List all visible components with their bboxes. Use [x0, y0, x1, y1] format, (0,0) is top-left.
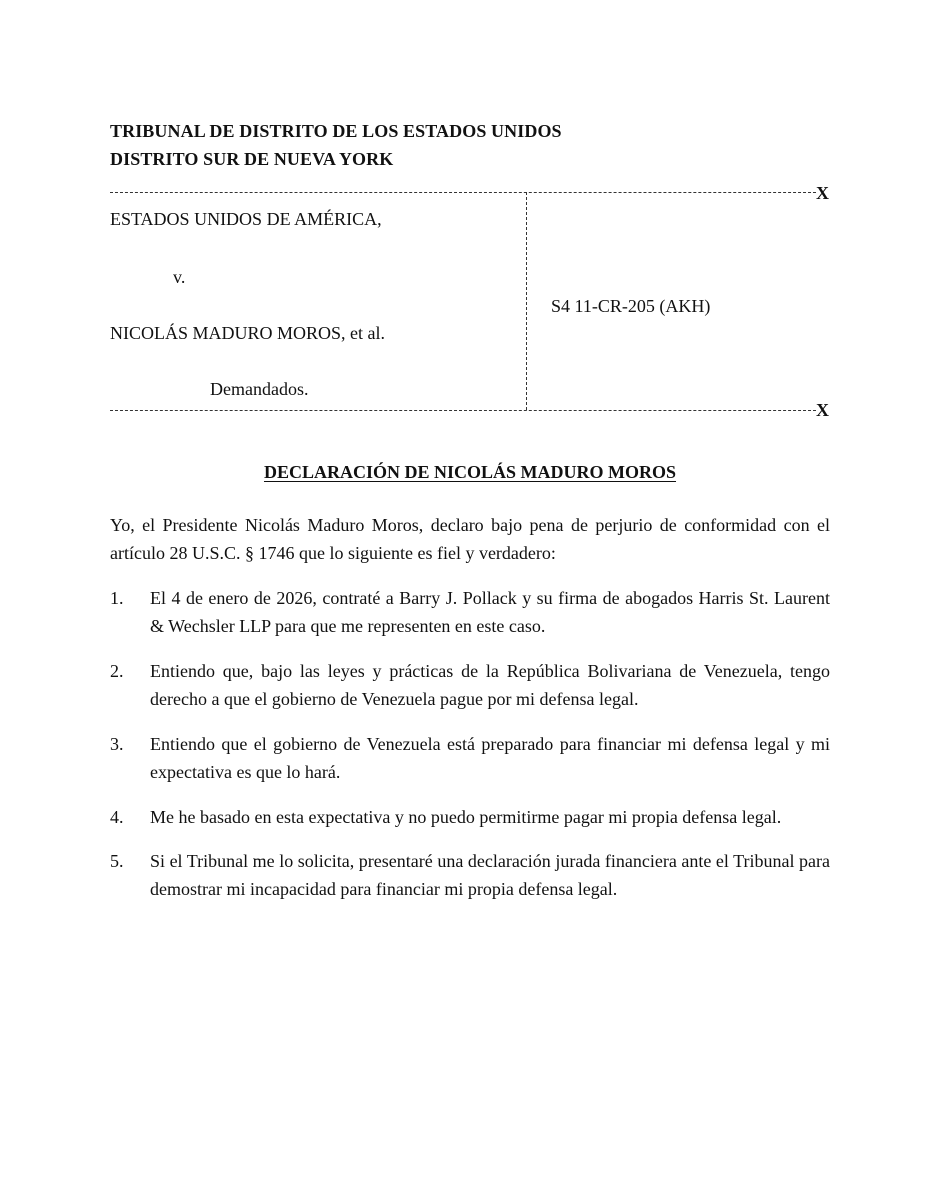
paragraph-text: Si el Tribunal me lo solicita, presentaré una declaración jurada financiera ante el Tribunal para demostrar mi incapacidad para financiar mi propia defensa legal. [150, 851, 830, 899]
paragraph-text: Entiendo que el gobierno de Venezuela está preparado para financiar mi defensa legal y mi expectativa es que lo hará. [150, 734, 830, 782]
paragraph-number: 5. [110, 851, 124, 871]
caption-divider [526, 192, 527, 410]
caption-bottom-x-mark: X [816, 400, 829, 420]
paragraph-number: 2. [110, 661, 124, 681]
numbered-paragraph-1 [110, 584, 830, 640]
versus-label: v. [173, 267, 186, 287]
court-name: TRIBUNAL DE DISTRITO DE LOS ESTADOS UNIDOS [110, 121, 562, 141]
paragraph-text: Entiendo que, bajo las leyes y prácticas de la República Bolivariana de Venezuela, tengo derecho a que el gobierno de Venezuela pague por mi defensa legal. [150, 661, 830, 709]
case-number: S4 11-CR-205 (AKH) [551, 296, 711, 316]
paragraph-number: 4. [110, 807, 124, 827]
paragraph-text: Me he basado en esta expectativa y no puedo permitirme pagar mi propia defensa legal. [150, 807, 782, 827]
court-heading [110, 117, 562, 173]
caption-top-x-mark: X [816, 183, 829, 203]
paragraph-number: 3. [110, 734, 124, 754]
defendant-name: NICOLÁS MADURO MOROS, et al. [110, 323, 386, 343]
paragraph-number: 1. [110, 588, 124, 608]
caption-bottom-rule [110, 410, 816, 411]
document-title: DECLARACIÓN DE NICOLÁS MADURO MOROS [263, 462, 677, 482]
plaintiff-name: ESTADOS UNIDOS DE AMÉRICA, [110, 209, 382, 229]
caption-top-rule [110, 192, 816, 193]
court-district: DISTRITO SUR DE NUEVA YORK [110, 149, 394, 169]
numbered-paragraph-2 [110, 657, 830, 713]
paragraph-text: El 4 de enero de 2026, contraté a Barry J. Pollack y su firma de abogados Harris St. Laurent & Wechsler LLP para que me representen en este caso. [150, 588, 830, 636]
numbered-paragraph-3 [110, 730, 830, 786]
numbered-paragraph-4 [110, 803, 830, 831]
numbered-paragraph-5 [110, 847, 830, 903]
defendant-role: Demandados. [210, 379, 309, 399]
declaration-intro: Yo, el Presidente Nicolás Maduro Moros, declaro bajo pena de perjurio de conformidad con el artículo 28 U.S.C. § 1746 que lo siguiente es fiel y verdadero: [110, 515, 830, 563]
